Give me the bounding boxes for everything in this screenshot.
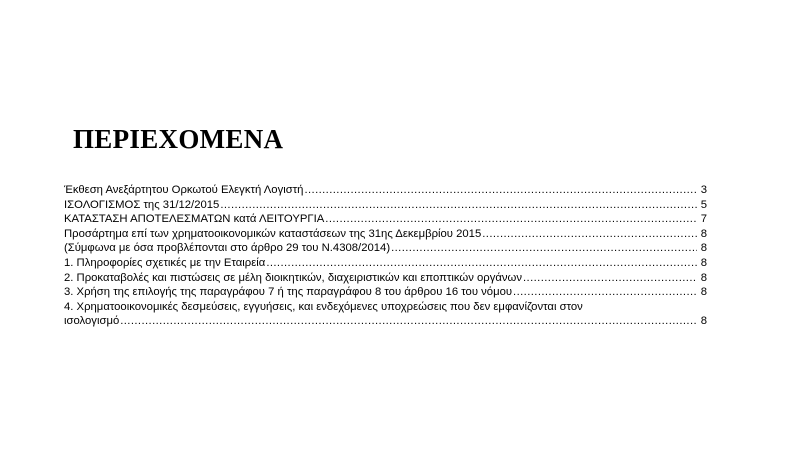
dot-leader <box>325 212 697 227</box>
toc-entry-page: 8 <box>700 227 707 240</box>
dot-leader <box>120 314 697 329</box>
toc-entry[interactable] <box>64 212 707 227</box>
toc-entry-title: 3. Χρήση της επιλογής της παραγράφου 7 ή της παραγράφου 8 του άρθρου 16 του νόμου <box>64 286 513 299</box>
toc-entry-title: Προσάρτημα επί των χρηματοοικονομικών καταστάσεων της 31ης Δεκεμβρίου 2015 <box>64 227 482 240</box>
table-of-contents <box>64 183 707 329</box>
dot-leader <box>523 271 697 286</box>
toc-entry-title: 2. Προκαταβολές και πιστώσεις σε μέλη διοικητικών, διαχειριστικών και εποπτικών οργάνων <box>64 271 523 284</box>
dot-leader <box>513 285 697 300</box>
toc-entry-page: 8 <box>700 286 707 299</box>
toc-entry-page: 7 <box>700 213 707 226</box>
toc-entry[interactable] <box>64 183 707 198</box>
toc-entry-continuation[interactable] <box>64 314 707 329</box>
toc-entry[interactable] <box>64 285 707 300</box>
toc-heading: ΠΕΡΙΕΧΟΜΕΝΑ <box>73 124 284 154</box>
toc-entry[interactable] <box>64 271 707 286</box>
toc-entry-page: 8 <box>700 242 707 255</box>
dot-leader <box>391 241 697 256</box>
toc-entry[interactable] <box>64 227 707 242</box>
dot-leader <box>304 183 697 198</box>
toc-entry-page: 8 <box>700 315 707 328</box>
toc-entry-page: 5 <box>700 198 707 211</box>
toc-entry-title-line1: 4. Χρηματοοικονομικές δεσμεύσεις, εγγυήσεις, και ενδεχόμενες υποχρεώσεις που δεν εμφανίζονται στον <box>64 300 583 313</box>
toc-entry-title: Έκθεση Ανεξάρτητου Ορκωτού Ελεγκτή Λογιστή <box>64 184 304 196</box>
toc-entry-multiline[interactable] <box>64 300 707 315</box>
toc-entry-title: 1. Πληροφορίες σχετικές με την Εταιρεία <box>64 256 266 269</box>
toc-entry[interactable] <box>64 256 707 271</box>
toc-entry-title: (Σύμφωνα με όσα προβλέπονται στο άρθρο 29 του Ν.4308/2014) <box>64 242 391 255</box>
toc-entry-page: 3 <box>700 184 707 196</box>
toc-entry-title: ισολογισμό <box>64 315 120 328</box>
toc-entry-title: ΙΣΟΛΟΓΙΣΜΟΣ της 31/12/2015 <box>64 198 220 211</box>
dot-leader <box>482 227 697 242</box>
dot-leader <box>266 256 697 271</box>
toc-entry-title: ΚΑΤΑΣΤΑΣΗ ΑΠΟΤΕΛΕΣΜΑΤΩΝ κατά ΛΕΙΤΟΥΡΓΙΑ <box>64 213 325 226</box>
toc-entry-page: 8 <box>700 256 707 269</box>
dot-leader <box>220 198 697 213</box>
toc-entry-page: 8 <box>700 271 707 284</box>
toc-entry[interactable] <box>64 198 707 213</box>
toc-entry[interactable] <box>64 241 707 256</box>
